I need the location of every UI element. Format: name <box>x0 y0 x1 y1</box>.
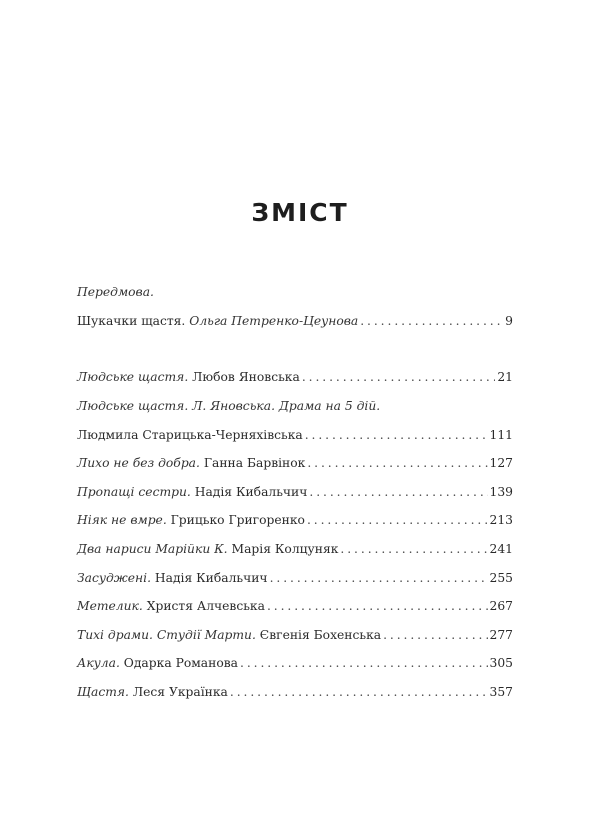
entry-text: Грицько Григоренко <box>170 513 305 528</box>
toc-entry <box>77 478 513 507</box>
dot-leader <box>309 485 487 499</box>
dot-leader <box>302 370 496 384</box>
page-number: 305 <box>489 656 513 671</box>
entry-text: Одарка Романова <box>123 656 238 671</box>
entry-italic-text: Ніяк не вмре. <box>77 513 171 528</box>
entry-italic-text: Засуджені. <box>77 570 155 585</box>
entry-text: Христя Алчевська <box>146 599 265 614</box>
entry-text: Любов Яновська <box>192 370 300 385</box>
entry-italic-text: Два нариси Марійки К. <box>77 542 232 557</box>
entry-text: Надія Кибальчич <box>194 484 308 499</box>
dot-leader <box>340 542 487 556</box>
entry-italic-text: Акула. <box>77 656 124 671</box>
entry-italic-text: Людське щастя. Л. Яновська. Драма на 5 дій. <box>77 399 381 414</box>
toc-entry <box>77 392 513 421</box>
page-number: 277 <box>489 627 513 642</box>
entry-text: Леся Українка <box>132 685 228 700</box>
table-of-contents <box>77 278 513 706</box>
entry-italic-text: Передмова. <box>77 285 154 300</box>
page-number: 111 <box>489 427 513 442</box>
entry-text: Шукачки щастя. <box>77 313 190 328</box>
entry-italic-text: Метелик. <box>77 599 147 614</box>
toc-entry <box>77 678 513 707</box>
toc-entry <box>77 535 513 564</box>
entry-italic-text: Тихі драми. Студії Марти. <box>77 627 260 642</box>
entry-text: Євгенія Бохенська <box>259 627 382 642</box>
page-title: ЗМІСТ <box>251 198 349 227</box>
entry-italic-text: Лихо не без добра. <box>77 456 204 471</box>
toc-entry <box>77 649 513 678</box>
page-number: 255 <box>489 570 513 585</box>
entry-text: Ганна Барвінок <box>203 456 306 471</box>
entry-italic-text: Ольга Петренко-Цеунова <box>189 313 359 328</box>
entry-italic-text: Людське щастя. <box>77 370 193 385</box>
entry-text: Людмила Старицька-Черняхівська <box>77 427 303 442</box>
toc-entry <box>77 363 513 392</box>
entry-italic-text: Пропащі сестри. <box>77 484 195 499</box>
toc-entry <box>77 563 513 592</box>
dot-leader <box>240 656 488 670</box>
page-number: 267 <box>489 599 513 614</box>
page-number: 241 <box>489 542 513 557</box>
entry-text: Надія Кибальчич <box>154 570 268 585</box>
toc-entry <box>77 592 513 621</box>
dot-leader <box>307 513 488 527</box>
dot-leader <box>360 314 503 328</box>
entry-italic-text: Щастя. <box>77 685 133 700</box>
toc-entry <box>77 449 513 478</box>
toc-entry <box>77 278 513 307</box>
page-number: 357 <box>489 685 513 700</box>
page-number: 127 <box>489 456 513 471</box>
page-number: 9 <box>505 313 513 328</box>
entry-text: Марія Колцуняк <box>231 542 339 557</box>
page-number: 213 <box>489 513 513 528</box>
toc-entry <box>77 621 513 650</box>
toc-entry <box>77 420 513 449</box>
dot-leader <box>383 628 487 642</box>
dot-leader <box>270 571 488 585</box>
dot-leader <box>267 599 488 613</box>
dot-leader <box>307 456 487 470</box>
page-number: 21 <box>497 370 513 385</box>
page-number: 139 <box>489 484 513 499</box>
toc-entry <box>77 307 513 336</box>
toc-entry <box>77 506 513 535</box>
dot-leader <box>305 428 488 442</box>
dot-leader <box>230 685 488 699</box>
